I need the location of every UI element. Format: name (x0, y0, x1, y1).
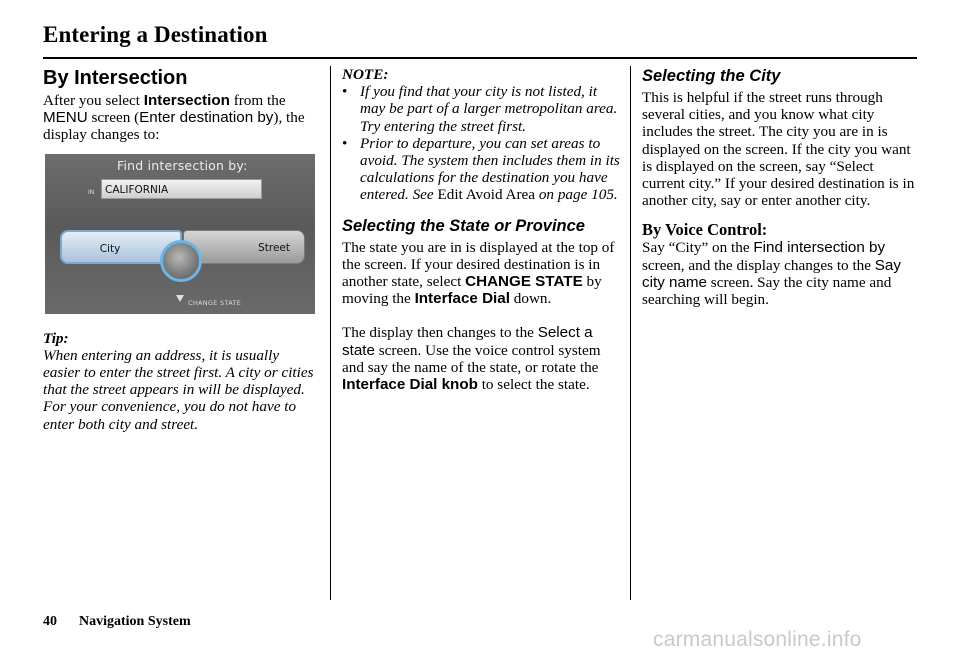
text: by moving the (342, 273, 602, 308)
down-arrow-icon (176, 295, 184, 302)
nav-screen-image (45, 154, 315, 314)
text: down. (509, 290, 552, 308)
text: screen. Use the voice control system and say the name of the state, or rotate the (342, 341, 601, 376)
state-paragraph (342, 239, 620, 308)
text: to select the state. (477, 376, 590, 394)
text: The display then changes to the (342, 324, 538, 342)
street-button: Street (183, 230, 305, 264)
text: screen ( (87, 109, 140, 127)
state-field: CALIFORNIA (101, 179, 262, 199)
bullet-icon: • (342, 83, 348, 101)
voice-control-heading: By Voice Control: (642, 220, 768, 240)
term-menu: MENU (43, 109, 88, 127)
city-button: City (60, 230, 182, 264)
column-right (642, 66, 918, 308)
term-interface-dial-knob: Interface Dial knob (342, 376, 478, 394)
text: Say “City” on the (642, 239, 754, 257)
note-text: on page 105. (535, 186, 618, 204)
term-find-intersection-by: Find intersection by (753, 239, 886, 257)
term-intersection: Intersection (143, 92, 230, 109)
section-heading: By Intersection (43, 67, 188, 89)
watermark: carmanualsonline.info (653, 628, 862, 651)
spacer (342, 307, 620, 324)
term-select-a-state: Select a state (342, 324, 593, 359)
term-change-state: CHANGE STATE (465, 273, 583, 291)
note-list (342, 83, 620, 203)
city-paragraph: This is helpful if the street runs through several cities, and you know what city includes the street. The city you are in is displayed on the screen. If the city you want is displayed on the screen, say “Select current city.” If your desired destination is in another city, say or enter another city. (642, 89, 915, 210)
footer-title: Navigation System (79, 614, 191, 629)
cross-reference: Edit Avoid Area (437, 186, 536, 204)
bullet-icon: • (342, 134, 348, 152)
tip-label: Tip: (43, 329, 69, 347)
intro-paragraph (43, 92, 319, 144)
tip-text: When entering an address, it is usually easier to enter the street first. A city or cities that the street appears in will be displayed. For your convenience, you do not have to enter both city and street. (43, 346, 314, 433)
text: from the (229, 92, 286, 109)
state-label: IN (88, 188, 95, 196)
text: After you select (43, 92, 144, 109)
column-middle (342, 66, 620, 393)
spacer (342, 204, 620, 216)
select-state-paragraph (342, 324, 620, 393)
text: ), the display changes to: (43, 109, 305, 144)
screen-title: Find intersection by: (117, 157, 248, 173)
text: screen, and the display changes to the (642, 256, 875, 274)
note-text: If you find that your city is not listed, it may be part of a larger metropolitan area. Try entering the street first. (360, 83, 618, 135)
subheading-city: Selecting the City (642, 67, 781, 85)
term-interface-dial: Interface Dial (414, 290, 510, 308)
subheading-state: Selecting the State or Province (342, 216, 585, 235)
voice-paragraph (642, 239, 918, 308)
text: screen. Say the city name and searching will begin. (642, 273, 892, 309)
term-say-city-name: Say city name (642, 256, 901, 291)
term-enter-destination-by: Enter destination by (139, 109, 274, 127)
change-state-label: CHANGE STATE (188, 298, 242, 307)
note-text: Prior to departure, you can set areas to avoid. The system then includes them in its calculations for the destination you have entered. See (360, 134, 620, 204)
page-number: 40 (43, 614, 57, 629)
page-title: Entering a Destination (43, 22, 268, 47)
column-left (43, 66, 319, 433)
interface-dial-icon (160, 240, 202, 282)
note-item (342, 83, 620, 135)
text: The state you are in is displayed at the top of the screen. If your desired destination is in another state, select (342, 238, 615, 291)
note-item (342, 135, 620, 204)
column-divider (630, 66, 631, 600)
column-divider (330, 66, 331, 600)
title-rule (43, 57, 917, 59)
note-label: NOTE: (342, 66, 389, 83)
